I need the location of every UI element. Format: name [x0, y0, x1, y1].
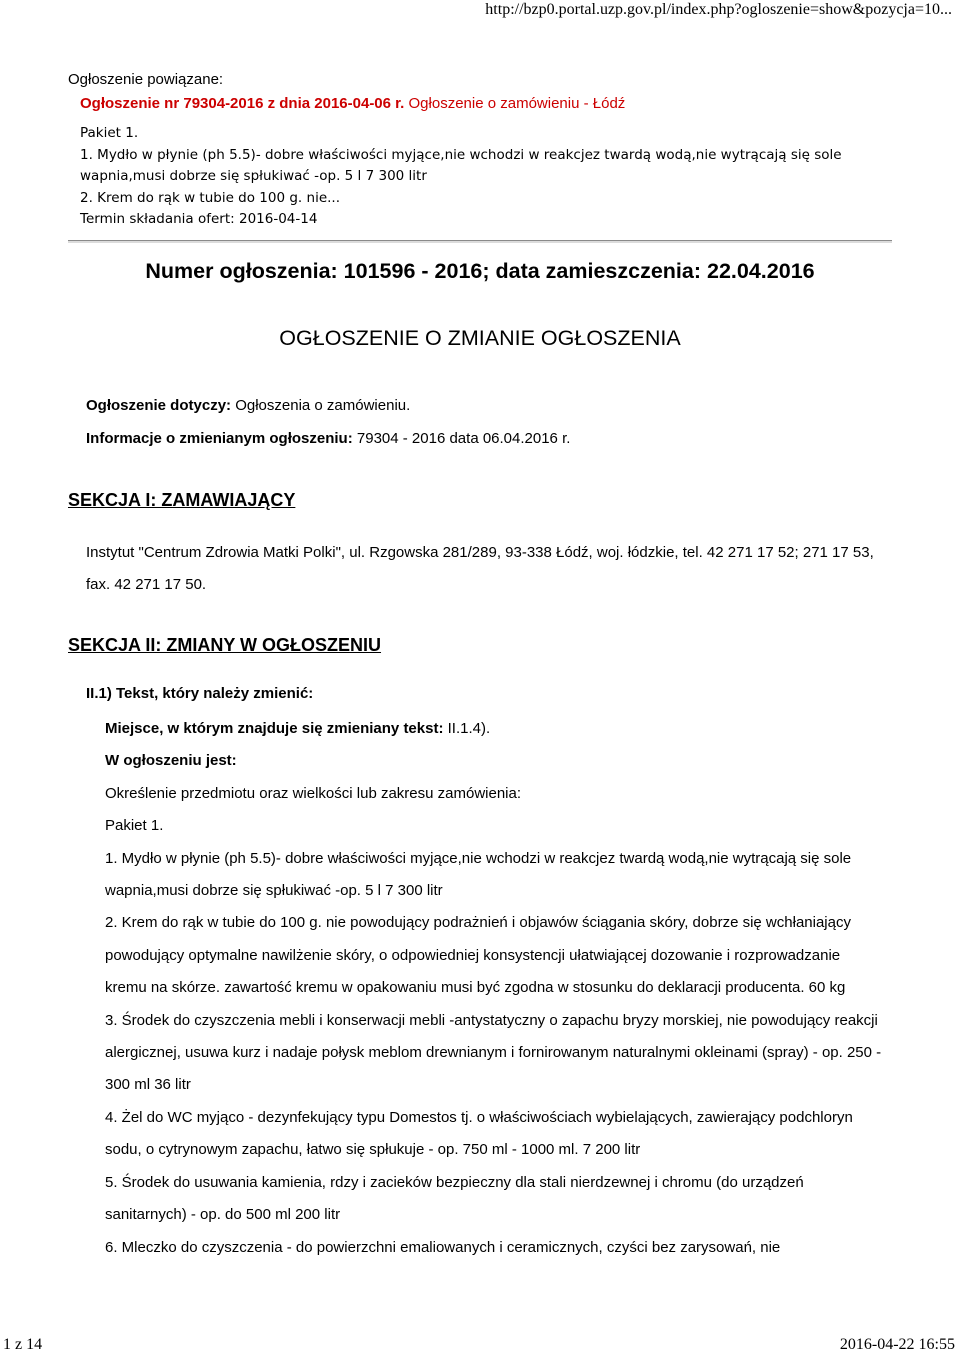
miejsce-line [105, 713, 885, 745]
jest-label: W ogłoszeniu jest: [105, 752, 237, 770]
list-item: 1. Mydło w płynie (ph 5.5)- dobre właściwości myjące,nie wchodzi w reakcjez twardą wodą,nie wytrącają się sole wapnia,musi dobrze się spłukiwać -op. 5 l 7 300 litr [105, 849, 852, 900]
miejsce-value: II.1.4). [443, 720, 491, 737]
print-datetime: 2016-04-22 16:55 [839, 1336, 955, 1353]
horizontal-rule [68, 240, 892, 243]
field-label: Ogłoszenie dotyczy: [86, 397, 232, 414]
page-url: http://bzp0.portal.uzp.gov.pl/index.php?ogloszenie=show&pozycja=10... [485, 1, 952, 18]
summary-line: 1. Mydło w płynie (ph 5.5)- dobre właściwości myjące,nie wchodzi w reakcjez twardą wodą,nie wytrącają się sole [80, 146, 842, 163]
page-counter: 1 z 14 [3, 1336, 43, 1353]
jest-line [105, 745, 885, 777]
related-link-bold: Ogłoszenie nr 79304-2016 z dnia 2016-04-06 r. [80, 95, 405, 112]
opis-line: Określenie przedmiotu oraz wielkości lub zakresu zamówienia: [105, 784, 522, 802]
related-label: Ogłoszenie powiązane: [68, 71, 224, 88]
list-item: 2. Krem do rąk w tubie do 100 g. nie powodujący podrażnień i objawów ściągania skóry, dobrze się wchłaniający powodujący optymalne nawilżenie skóry, o odpowiedniej konsystencji ułatwiającej dozowanie i rozprowadzanie kremu na skórze. zawartość kremu w opakowaniu musi być zgodna w stosunku do deklaracji producenta. 60 kg [105, 914, 851, 997]
list-item: 5. Środek do usuwania kamienia, rdzy i zacieków bezpieczny dla stali nierdzewnej i chromu (do urządzeń sanitarnych) - op. do 500 ml 200 litr [105, 1173, 804, 1224]
section-2-title: SEKCJA II: ZMIANY W OGŁOSZENIU [68, 635, 382, 655]
related-link-rest: Ogłoszenie o zamówieniu - Łódź [404, 95, 626, 112]
summary-line: Pakiet 1. [80, 125, 139, 141]
miejsce-label: Miejsce, w którym znajduje się zmieniany tekst: [105, 720, 444, 737]
section-1-text: Instytut "Centrum Zdrowia Matki Polki", ul. Rzgowska 281/289, 93-338 Łódź, woj. łódzkie, tel. 42 271 17 52; 271 17 53, fax. 42 271 17 50. [86, 544, 874, 593]
related-summary [80, 123, 900, 231]
subsection-title [86, 685, 313, 702]
list-item: 4. Żel do WC myjąco - dezynfekujący typu Domestos tj. o właściwościach wybielających, zawierający podchloryn sodu, o cytrynowym zapachu, łatwo się spłukuje - op. 750 ml - 1000 ml. 7 200 litr [105, 1108, 853, 1159]
field-dotyczy [86, 397, 410, 414]
field-value: 79304 - 2016 data 06.04.2016 r. [352, 430, 571, 447]
summary-line: wapnia,musi dobrze się spłukiwać -op. 5 l 7 300 litr [80, 168, 427, 184]
related-notice [68, 68, 625, 116]
section-2-content [105, 713, 885, 1264]
field-info [86, 430, 570, 447]
field-label: Informacje o zmienianym ogłoszeniu: [86, 430, 353, 447]
summary-line: Termin składania ofert: 2016-04-14 [80, 211, 318, 227]
pakiet-line: Pakiet 1. [105, 817, 164, 835]
field-value: Ogłoszenia o zamówieniu. [231, 397, 411, 414]
related-notice-link[interactable] [80, 92, 625, 116]
list-item: 3. Środek do czyszczenia mebli i konserwacji mebli -antystatyczny o zapachu bryzy morskiej, nie powodujący reakcji alergicznej, usuwa kurz i nadaje połysk meblom drewnianym i fornirowanym naturalnymi okleinami (spray) - op. 250 - 300 ml 36 litr [105, 1011, 882, 1094]
subsection-label: II.1) Tekst, który należy zmienić: [86, 685, 314, 702]
notice-number-heading: Numer ogłoszenia: 101596 - 2016; data zamieszczenia: 22.04.2016 [145, 259, 815, 283]
list-item: 6. Mleczko do czyszczenia - do powierzchni emaliowanych i ceramicznych, czyści bez zarysowań, nie [105, 1238, 781, 1256]
summary-line: 2. Krem do rąk w tubie do 100 g. nie... [80, 189, 340, 206]
section-1-title: SEKCJA I: ZAMAWIAJĄCY [68, 490, 296, 510]
page-title: OGŁOSZENIE O ZMIANIE OGŁOSZENIA [279, 326, 681, 350]
